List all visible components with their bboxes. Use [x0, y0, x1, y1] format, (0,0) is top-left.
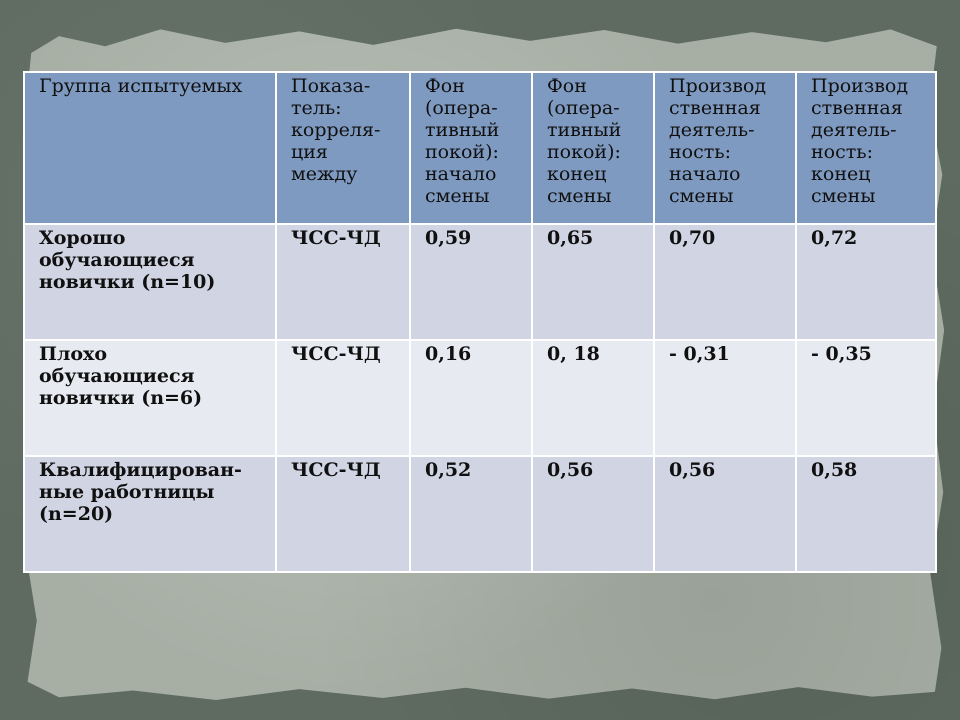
value-cell: 0,59 [410, 224, 532, 340]
value-cell: 0,52 [410, 456, 532, 572]
column-header-indicator: Показа-тель: корреля-ция между [276, 72, 410, 224]
value-cell: 0,56 [654, 456, 796, 572]
value-cell: 0,70 [654, 224, 796, 340]
group-cell: Хорошо обучающиеся новички (n=10) [24, 224, 276, 340]
value-cell: 0, 18 [532, 340, 654, 456]
table-row [24, 340, 936, 456]
value-cell: 0,56 [532, 456, 654, 572]
indicator-cell: ЧСС-ЧД [276, 340, 410, 456]
indicator-cell: ЧСС-ЧД [276, 224, 410, 340]
value-cell: 0,72 [796, 224, 936, 340]
indicator-cell: ЧСС-ЧД [276, 456, 410, 572]
group-cell: Плохо обучающиеся новички (n=6) [24, 340, 276, 456]
value-cell: - 0,35 [796, 340, 936, 456]
value-cell: 0,58 [796, 456, 936, 572]
table-row [24, 224, 936, 340]
column-header-rest-start: Фон (опера-тивный покой): начало смены [410, 72, 532, 224]
correlation-table [23, 71, 937, 573]
group-cell: Квалифицирован-ные работницы (n=20) [24, 456, 276, 572]
table-header-row [24, 72, 936, 224]
column-header-rest-end: Фон (опера-тивный покой): конец смены [532, 72, 654, 224]
column-header-work-end: Производ ственная деятель-ность: конец смены [796, 72, 936, 224]
table-row [24, 456, 936, 572]
value-cell: 0,65 [532, 224, 654, 340]
value-cell: - 0,31 [654, 340, 796, 456]
column-header-group: Группа испытуемых [24, 72, 276, 224]
column-header-work-start: Производ ственная деятель-ность: начало смены [654, 72, 796, 224]
value-cell: 0,16 [410, 340, 532, 456]
